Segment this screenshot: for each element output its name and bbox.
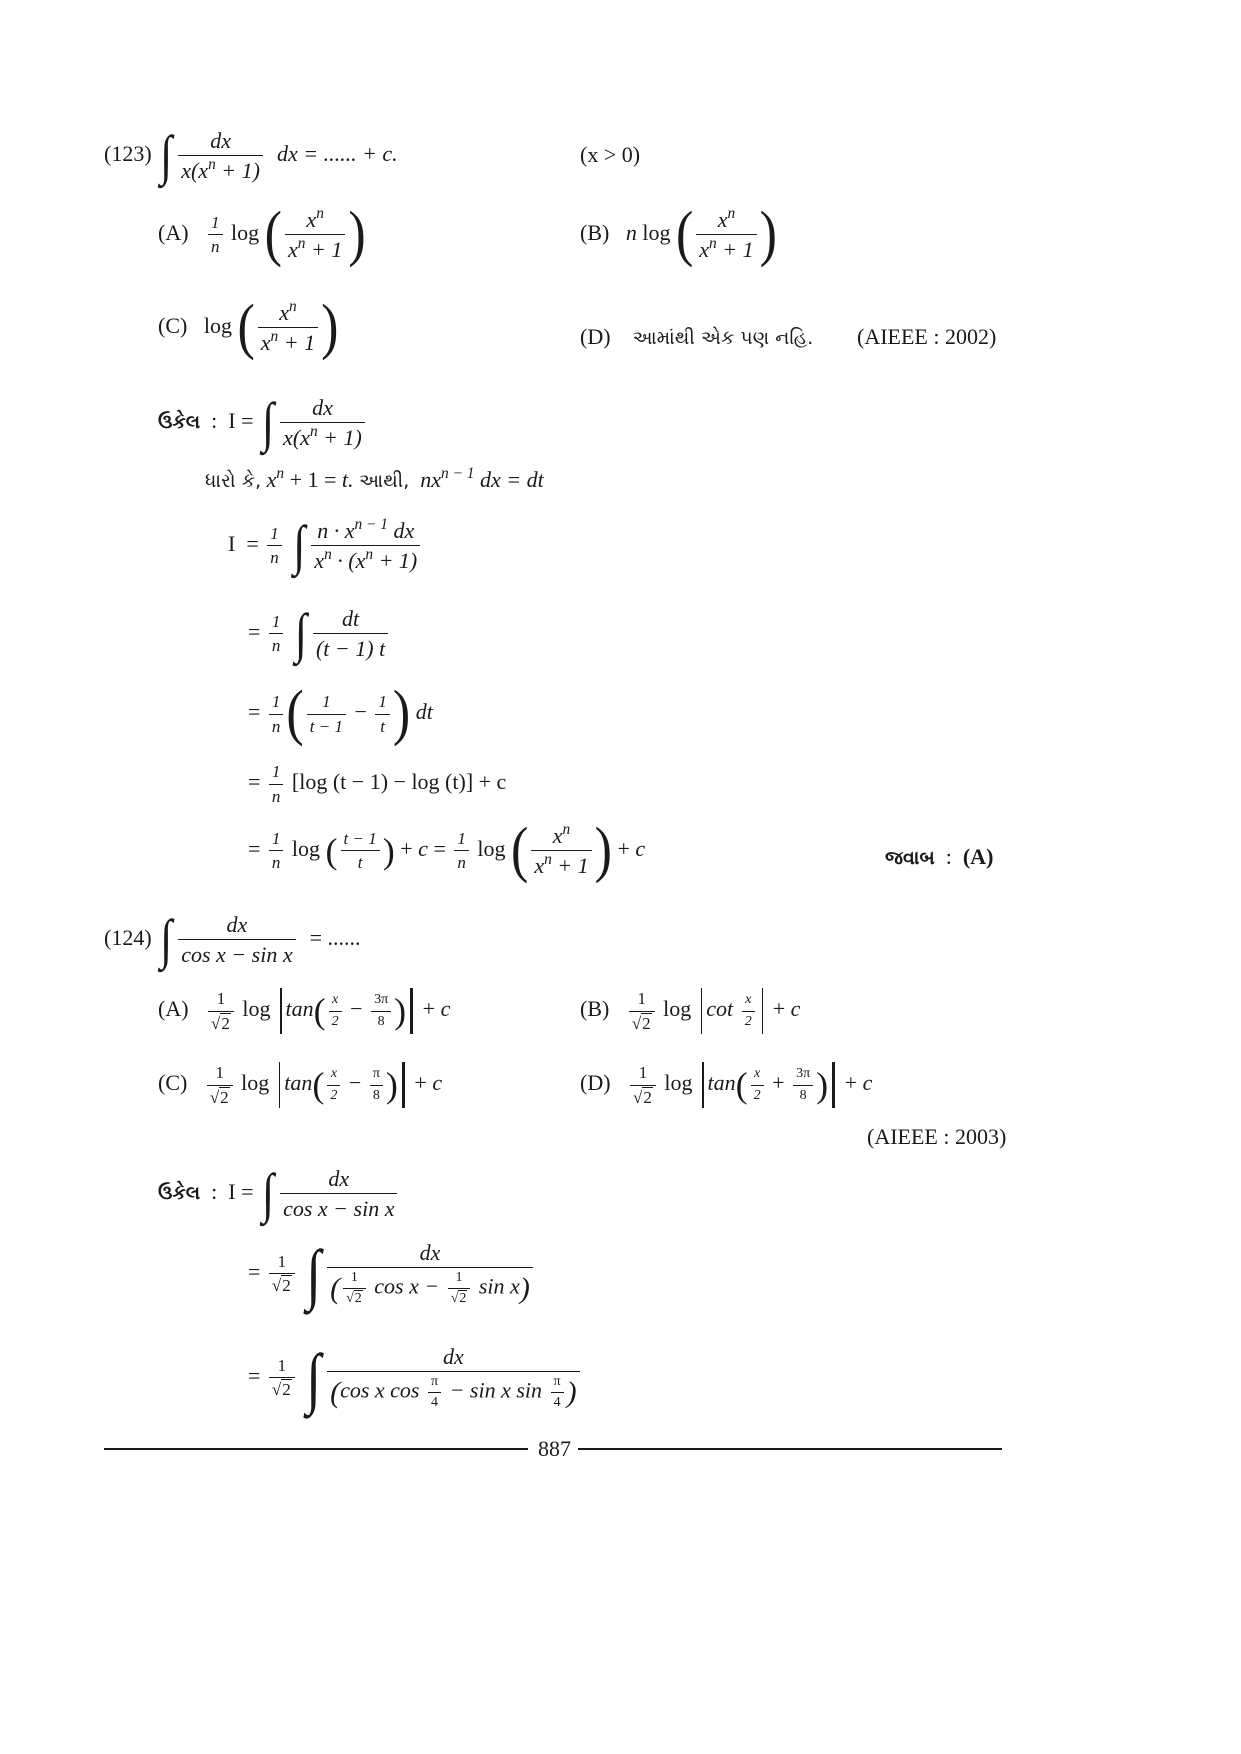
- q123-step3: = $\frac{1}{n}$ ( $\frac{1}{t - 1}$ − $\frac{1}{t}$ ) dt: [248, 679, 433, 748]
- q124-option-c: (C) $\frac{1}{√2}$ log tan( $\frac{x}{2}$ − $\frac{\pi}{8}$ ) + c: [158, 1062, 443, 1107]
- page-number: 887: [538, 1436, 571, 1461]
- q123-step4: = $\frac{1}{n}$ [log (t − 1) − log (t)] + c: [248, 762, 507, 806]
- q124-option-d: (D) $\frac{1}{√2}$ log tan( $\frac{x}{2}$ + $\frac{3\pi}{8}$ ) + c: [580, 1062, 873, 1107]
- q123-statement: [104, 124, 398, 186]
- q123-number: (123): [104, 140, 152, 166]
- integral-sign: ∫: [160, 124, 173, 186]
- q123-substitution: ધારો કે, $x^n + 1 = t$. આથી, $nx^{n - 1}$ dx = dt: [205, 464, 544, 492]
- footer-rule-left: [104, 1448, 528, 1450]
- solution-heading: ઉકેલ: [158, 1181, 201, 1204]
- q123-solution-line1: ઉકેલ : I = ∫ $\frac{dx}{x(x^n + 1)}$: [158, 395, 368, 451]
- q123-condition: (x > 0): [580, 142, 641, 167]
- q124-statement: (124) ∫ $\frac{dx}{\text{cos x − sin x}}$ = ......: [104, 908, 361, 970]
- q124-solution-line1: ઉકેલ : I = ∫ $\frac{dx}{\text{cos x − sin x}}$: [158, 1166, 400, 1222]
- q123-source: (AIEEE : 2002): [857, 324, 997, 349]
- footer-rule-right: [578, 1448, 1002, 1450]
- q123-option-a: (A) $\frac{1}{n}$ log ( $\frac{x^n}{x^n + 1}$ ): [158, 199, 366, 269]
- q123-step2: = $\frac{1}{n}$ ∫ $\frac{dt}{(t - 1) t}$: [248, 606, 391, 662]
- q124-step1: = $\frac{1}{√2}$ ∫ dx ( $\frac{1}{√2}$ cos x − $\frac{1}{√2}$ sin x): [248, 1240, 536, 1307]
- q123-step1: I = $\frac{1}{n}$ ∫ $\frac{n \cdot x^{n - 1} dx}{x^n \cdot (x^n + 1)}$: [228, 518, 423, 574]
- q123-option-d: (D) આમાંથી એક પણ નહિ.: [580, 324, 814, 349]
- q123-option-c: (C) log ( $\frac{x^n}{x^n + 1}$ ): [158, 292, 339, 362]
- q123-answer: જવાબ : (A): [885, 844, 994, 869]
- q123-integrand: $\frac{dx}{x(x^n + 1)}$: [178, 128, 263, 184]
- q124-source: (AIEEE : 2003): [867, 1124, 1007, 1149]
- q123-step5: = $\frac{1}{n}$ log ( $\frac{t - 1}{t}$ ) + c = $\frac{1}{n}$ log ( $\frac{x^n}{x^n + 1}$ ) + c: [248, 815, 646, 885]
- solution-heading: ઉકેલ: [158, 410, 201, 433]
- q124-option-a: (A) $\frac{1}{√2}$ log tan( $\frac{x}{2}$ − $\frac{3\pi}{8}$ ) + c: [158, 988, 451, 1033]
- q123-rhs: dx = ...... + c.: [276, 140, 398, 166]
- q124-step2: = $\frac{1}{√2}$ ∫ dx (cos x cos $\frac{\pi}{4}$ − sin x sin $\frac{\pi}{4}$ ): [248, 1344, 583, 1411]
- q123-option-b: (B) n log ( $\frac{x^n}{x^n + 1}$ ): [580, 199, 777, 269]
- q124-number: (124): [104, 924, 152, 950]
- q124-option-b: (B) $\frac{1}{√2}$ log cot $\frac{x}{2}$ + c: [580, 988, 801, 1033]
